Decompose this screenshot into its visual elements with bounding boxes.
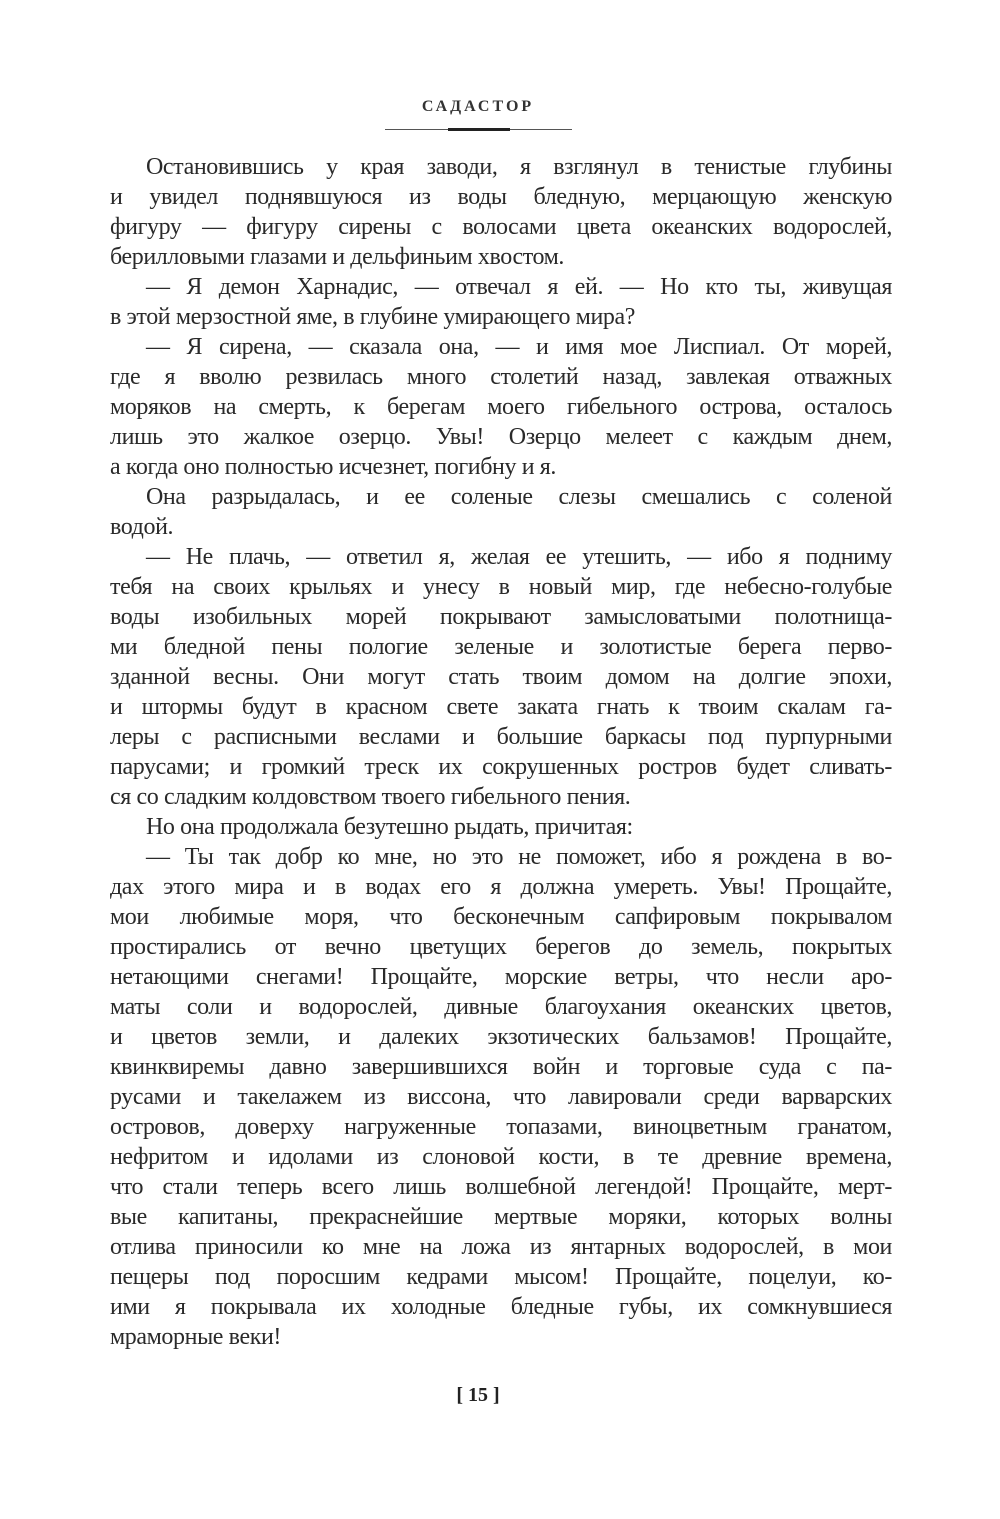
text-line: зданной весны. Они могут стать твоим домом на долгие эпохи, [110, 664, 892, 690]
text-line: квинквиремы давно завершившихся войн и торговые суда с па- [110, 1054, 892, 1080]
text-line: парусами; и громкий треск их сокрушенных ростров будет сливать- [110, 754, 892, 780]
text-line: мраморные веки! [110, 1324, 281, 1350]
text-line: фигуру — фигуру сирены с волосами цвета океанских водорослей, [110, 214, 892, 240]
text-line: островов, доверху нагруженные топазами, виноцветным гранатом, [110, 1114, 892, 1140]
text-line: вые капитаны, прекраснейшие мертвые моряки, которых волны [110, 1204, 892, 1230]
text-line: пещеры под поросшим кедрами мысом! Прощайте, поцелуи, ко- [110, 1264, 892, 1290]
running-head: САДАСТОР [421, 98, 535, 115]
text-line: — Я сирена, — сказала она, — и имя мое Лиспиал. От морей, [146, 334, 892, 360]
text-line: Остановившись у края заводи, я взглянул в тенистые глубины [146, 154, 892, 180]
text-line: дах этого мира и в водах его я должна умереть. Увы! Прощайте, [110, 874, 892, 900]
text-line: в этой мерзостной яме, в глубине умирающего мира? [110, 304, 636, 330]
text-line: моряков на смерть, к берегам моего гибельного острова, осталось [110, 394, 892, 420]
header-rule-ornament [448, 128, 510, 131]
text-line: и штормы будут в красном свете заката гнать к твоим скалам га- [110, 694, 892, 720]
text-line: что стали теперь всего лишь волшебной легендой! Прощайте, мерт- [110, 1174, 892, 1200]
text-line: тебя на своих крыльях и унесу в новый мир, где небесно-голубые [110, 574, 892, 600]
text-line: мои любимые моря, что бесконечным сапфировым покрывалом [110, 904, 892, 930]
text-line: леры с расписными веслами и большие баркасы под пурпурными [110, 724, 892, 750]
text-line: нефритом и идолами из слоновой кости, в те древние времена, [110, 1144, 892, 1170]
text-line: Но она продолжала безутешно рыдать, причитая: [146, 814, 633, 840]
text-line: русами и такелажем из виссона, что лавировали среди варварских [110, 1084, 892, 1110]
text-line: ими я покрывала их холодные бледные губы, их сомкнувшиеся [110, 1294, 892, 1320]
text-line: нетающими снегами! Прощайте, морские ветры, что несли аро- [110, 964, 892, 990]
text-line: воды изобильных морей покрывают замысловатыми полотнища- [110, 604, 892, 630]
text-line: ми бледной пены пологие зеленые и золотистые берега перво- [110, 634, 892, 660]
text-line: — Я демон Харнадис, — отвечал я ей. — Но кто ты, живущая [146, 274, 892, 300]
text-line: ся со сладким колдовством твоего гибельного пения. [110, 784, 631, 810]
text-line: — Ты так добр ко мне, но это не поможет, ибо я рождена в во- [146, 844, 892, 870]
page-number: [ 15 ] [456, 1384, 500, 1406]
text-line: берилловыми глазами и дельфиньим хвостом. [110, 244, 565, 270]
text-line: Она разрыдалась, и ее соленые слезы смешались с соленой [146, 484, 892, 510]
text-line: а когда оно полностью исчезнет, погибну и я. [110, 454, 556, 480]
text-line: маты соли и водорослей, дивные благоухания океанских цветов, [110, 994, 892, 1020]
text-line: и увидел поднявшуюся из воды бледную, мерцающую женскую [110, 184, 892, 210]
text-line: отлива приносили ко мне на ложа из янтарных водорослей, в мои [110, 1234, 892, 1260]
text-line: и цветов земли, и далеких экзотических бальзамов! Прощайте, [110, 1024, 892, 1050]
text-line: — Не плачь, — ответил я, желая ее утешить, — ибо я подниму [146, 544, 892, 570]
text-line: водой. [110, 514, 174, 540]
text-line: где я вволю резвилась много столетий назад, завлекая отважных [110, 364, 892, 390]
text-line: лишь это жалкое озерцо. Увы! Озерцо мелеет с каждым днем, [110, 424, 892, 450]
text-line: простирались от вечно цветущих берегов до земель, покрытых [110, 934, 892, 960]
body-text [110, 152, 892, 1352]
